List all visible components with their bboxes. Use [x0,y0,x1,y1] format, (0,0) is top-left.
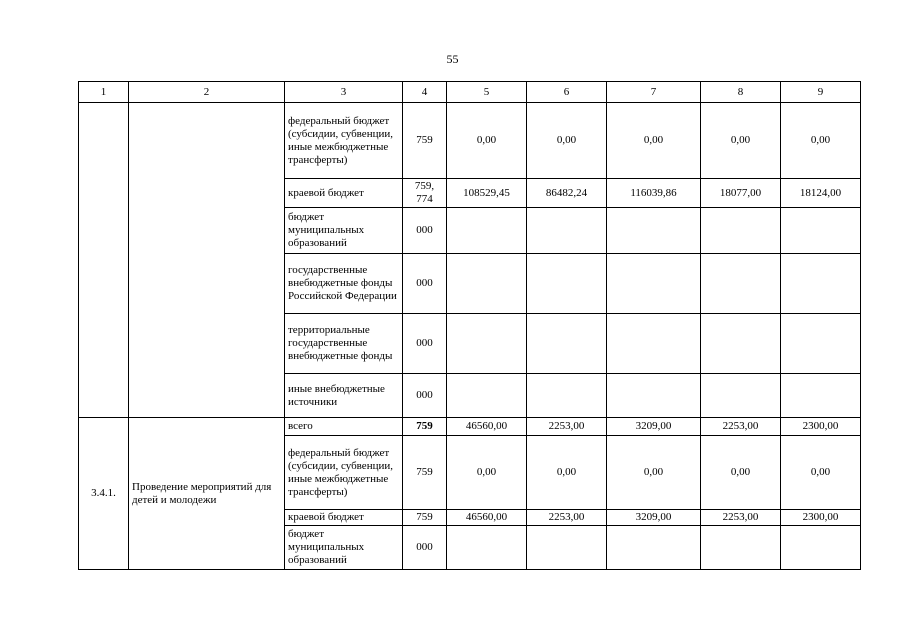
column-number-row [79,82,861,103]
funding-source: бюджет муниципальных образований [285,526,403,570]
budget-code: 000 [403,314,447,374]
table-row [79,103,861,179]
page-number: 55 [446,52,459,66]
value-cell: 0,00 [701,436,781,510]
value-cell: 3209,00 [607,418,701,436]
funding-source: краевой бюджет [285,179,403,208]
value-cell: 18077,00 [701,179,781,208]
funding-source: федеральный бюджет (субсидии, субвенции, иные межбюджетные трансферты) [285,436,403,510]
value-cell [527,374,607,418]
value-cell [447,254,527,314]
item-number-cell [79,103,129,418]
value-cell [607,208,701,254]
value-cell [607,526,701,570]
value-cell [701,314,781,374]
value-cell: 46560,00 [447,510,527,526]
value-cell [701,526,781,570]
budget-code: 759 [403,436,447,510]
value-cell [781,254,861,314]
budget-code: 759, 774 [403,179,447,208]
value-cell [447,526,527,570]
value-cell: 0,00 [607,103,701,179]
value-cell: 0,00 [781,103,861,179]
column-number: 6 [527,82,607,103]
funding-source: государственные внебюджетные фонды Российской Федерации [285,254,403,314]
value-cell: 0,00 [447,103,527,179]
value-cell: 2300,00 [781,418,861,436]
column-number: 1 [79,82,129,103]
column-number: 8 [701,82,781,103]
value-cell [607,374,701,418]
value-cell [701,254,781,314]
value-cell [527,208,607,254]
column-number: 5 [447,82,527,103]
budget-code: 000 [403,526,447,570]
value-cell [527,254,607,314]
funding-source: бюджет муниципальных образований [285,208,403,254]
value-cell: 3209,00 [607,510,701,526]
budget-table [78,81,861,570]
value-cell [781,208,861,254]
column-number: 2 [129,82,285,103]
value-cell [701,374,781,418]
value-cell [447,314,527,374]
funding-source: всего [285,418,403,436]
value-cell: 108529,45 [447,179,527,208]
value-cell [607,254,701,314]
funding-source: краевой бюджет [285,510,403,526]
table-row [79,418,861,436]
funding-source: федеральный бюджет (субсидии, субвенции, иные межбюджетные трансферты) [285,103,403,179]
value-cell: 116039,86 [607,179,701,208]
value-cell [527,526,607,570]
value-cell: 2253,00 [527,510,607,526]
value-cell: 2253,00 [701,418,781,436]
value-cell: 0,00 [607,436,701,510]
budget-code: 000 [403,374,447,418]
value-cell [781,526,861,570]
column-number: 9 [781,82,861,103]
budget-code: 759 [403,418,447,436]
value-cell: 0,00 [527,436,607,510]
column-number: 7 [607,82,701,103]
item-name-cell [129,103,285,418]
value-cell: 0,00 [781,436,861,510]
value-cell [701,208,781,254]
value-cell [447,208,527,254]
value-cell: 2253,00 [701,510,781,526]
funding-source: иные внебюджетные источники [285,374,403,418]
value-cell [781,374,861,418]
value-cell: 0,00 [701,103,781,179]
column-number: 4 [403,82,447,103]
value-cell [447,374,527,418]
value-cell: 0,00 [527,103,607,179]
value-cell: 2300,00 [781,510,861,526]
value-cell: 18124,00 [781,179,861,208]
value-cell: 46560,00 [447,418,527,436]
value-cell [527,314,607,374]
funding-source: территориальные государственные внебюджетные фонды [285,314,403,374]
budget-code: 759 [403,103,447,179]
value-cell [781,314,861,374]
budget-code: 000 [403,208,447,254]
value-cell: 0,00 [447,436,527,510]
budget-code: 000 [403,254,447,314]
item-name-cell: Проведение мероприятий для детей и молодежи [129,418,285,570]
column-number: 3 [285,82,403,103]
value-cell [607,314,701,374]
budget-code: 759 [403,510,447,526]
item-number-cell: 3.4.1. [79,418,129,570]
value-cell: 2253,00 [527,418,607,436]
value-cell: 86482,24 [527,179,607,208]
